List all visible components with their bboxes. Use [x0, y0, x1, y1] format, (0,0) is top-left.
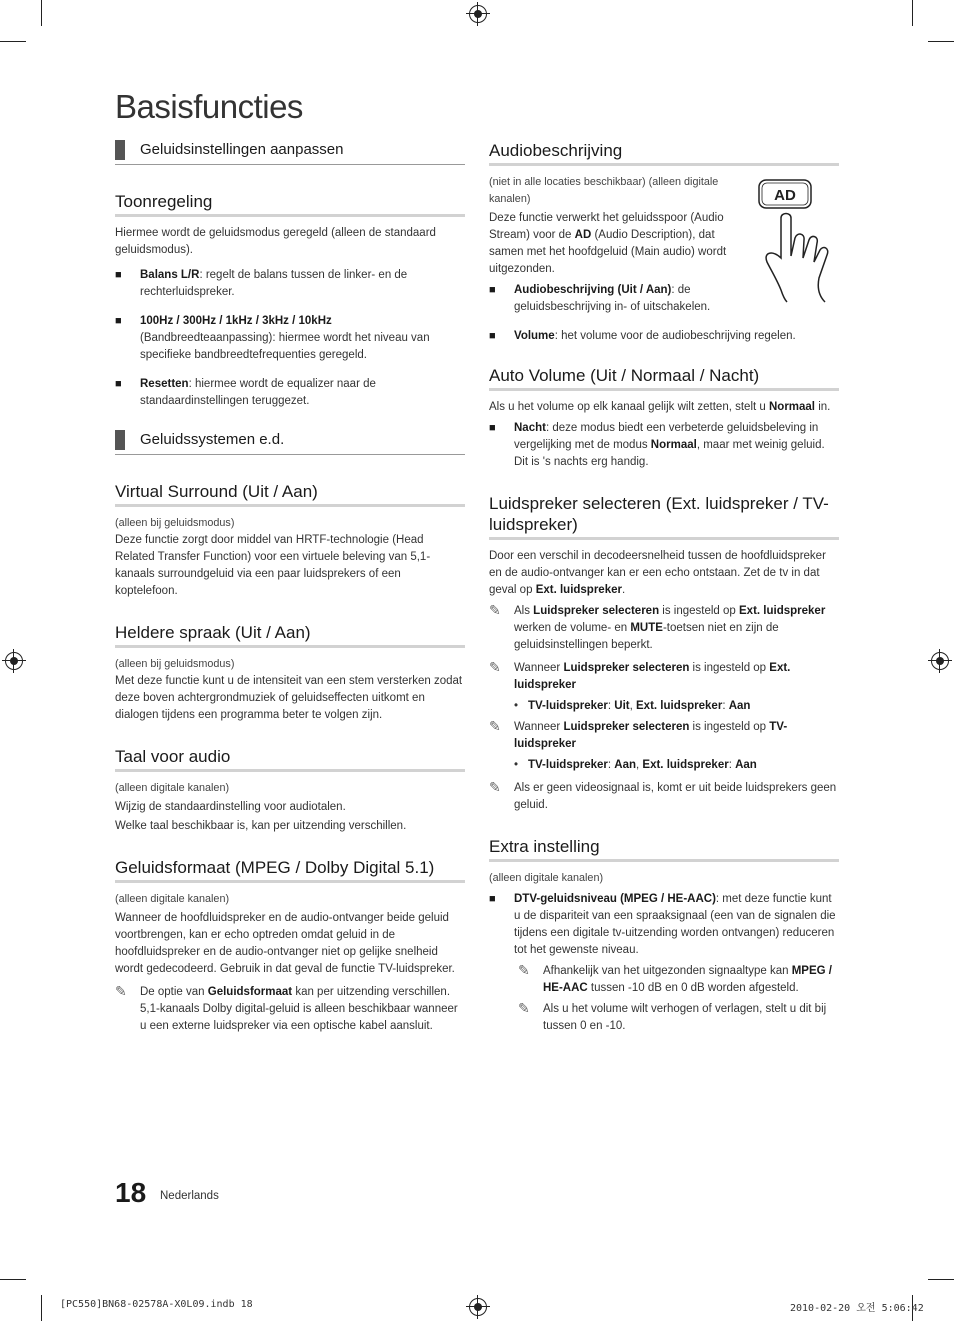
heading-heldere-spraak: Heldere spraak (Uit / Aan) — [115, 622, 465, 648]
page-language: Nederlands — [160, 1190, 219, 1202]
note-pencil-icon: ✎ — [518, 962, 530, 978]
heading-geluidsformaat: Geluidsformaat (MPEG / Dolby Digital 5.1) — [115, 857, 465, 883]
section-header: Geluidsinstellingen aanpassen — [115, 140, 465, 165]
list-item: ■ DTV-geluidsniveau (MPEG / HE-AAC): met deze functie kunt u de dispariteit van een spraaksignaal (een van de signalen die tijdens een digitale tv-uitzending worden ontvangen) reduceren tot het gewenste niveau. — [489, 893, 836, 956]
note-pencil-icon: ✎ — [489, 602, 501, 618]
heading-audiobeschrijving: Audiobeschrijving — [489, 140, 839, 166]
list-item: ■ Resetten: hiermee wordt de equalizer naar de standaardinstellingen teruggezet. — [115, 378, 376, 407]
registration-mark-icon — [5, 652, 23, 670]
crop-mark — [0, 41, 26, 42]
print-slug-right: 2010-02-20 오전 5:06:42 — [790, 1303, 924, 1314]
heading-taal-voor-audio: Taal voor audio — [115, 746, 465, 772]
note: ✎ Afhankelijk van het uitgezonden signaaltype kan MPEG / HE-AAC tussen -10 dB en 0 dB worden afgesteld. — [518, 963, 839, 997]
crop-mark — [41, 0, 42, 26]
paragraph: Met deze functie kunt u de intensiteit van een stem versterken zodat deze boven achtergrondmuziek of geluidseffecten uitkomt en dialogen tijdens een programma beter te volgen zijn. — [115, 675, 463, 721]
list-item: ■ 100Hz / 300Hz / 1kHz / 3kHz / 10kHz (Bandbreedteaanpassing): hiermee wordt het niveau van specifieke bandbreedtefrequenties geregeld. — [115, 315, 430, 361]
availability-note: (alleen bij geluidsmodus) — [115, 517, 235, 529]
list-item: • TV-luidspreker: Uit, Ext. luidspreker: Aan — [514, 700, 751, 712]
note: ✎ De optie van Geluidsformaat kan per uitzending verschillen. 5,1-kanaals Dolby digital-geluid is alleen beschikbaar wanneer u een externe luidspreker via een optische kabel aansluit. — [115, 984, 465, 1035]
page-title: Basisfuncties — [115, 88, 303, 125]
paragraph: Deze functie zorgt door middel van HRTF-technologie (Head Related Transfer Function) voor een virtuele beleving van 5,1-kanaals surroundgeluid via een paar luidsprekers of een koptelefoon. — [115, 534, 431, 597]
registration-mark-icon — [469, 5, 487, 23]
registration-mark-icon — [931, 652, 949, 670]
note: ✎ Als Luidspreker selecteren is ingesteld op Ext. luidspreker werken de volume- en MUTE-toetsen niet en zijn de geluidsinstellingen beperkt. — [489, 603, 839, 654]
list-item: ■ Nacht: deze modus biedt een verbeterde geluidsbeleving in vergelijking met de modus Normaal, maar met weinig geluid. Dit is 's nachts erg handig. — [489, 422, 825, 468]
heading-toonregeling: Toonregeling — [115, 191, 465, 217]
paragraph: Door een verschil in decodeersnelheid tussen de hoofdluidspreker en de audio-ontvanger kan er een echo ontstaan. Zet de tv in dat geval op Ext. luidspreker. — [489, 550, 826, 596]
crop-mark — [928, 41, 954, 42]
heading-luidspreker-selecteren: Luidspreker selecteren (Ext. luidspreker / TV-luidspreker) — [489, 493, 839, 540]
left-column — [115, 140, 465, 1039]
heading-extra-instelling: Extra instelling — [489, 836, 839, 862]
paragraph: Deze functie verwerkt het geluidsspoor (Audio Stream) voor de AD (Audio Description), dat samen met het hoofdgeluid (Main audio) wordt uitgezonden. — [489, 212, 727, 275]
registration-mark-icon — [469, 1298, 487, 1316]
note-pencil-icon: ✎ — [489, 659, 501, 675]
heading-auto-volume: Auto Volume (Uit / Normaal / Nacht) — [489, 365, 839, 391]
availability-note: (alleen digitale kanalen) — [115, 782, 230, 794]
note-pencil-icon: ✎ — [518, 1000, 530, 1016]
availability-note: (alleen digitale kanalen) — [489, 872, 604, 884]
list-item: ■ Balans L/R: regelt de balans tussen de linker- en de rechterluidspreker. — [115, 269, 408, 298]
svg-text:AD: AD — [774, 187, 796, 204]
remote-hand-ad-icon — [757, 178, 839, 304]
note: ✎ Als er geen videosignaal is, komt er uit beide luidsprekers geen geluid. — [489, 780, 839, 814]
paragraph: Welke taal beschikbaar is, kan per uitzending verschillen. — [115, 820, 407, 832]
section-header: Geluidssystemen e.d. — [115, 430, 465, 455]
list-item: • TV-luidspreker: Aan, Ext. luidspreker: Aan — [514, 759, 757, 771]
note: ✎ Als u het volume wilt verhogen of verlagen, stelt u dit bij tussen 0 en -10. — [518, 1001, 839, 1035]
paragraph: Als u het volume op elk kanaal gelijk wilt zetten, stelt u Normaal in. — [489, 401, 831, 413]
note-pencil-icon: ✎ — [115, 983, 127, 999]
availability-note: (alleen bij geluidsmodus) — [115, 658, 235, 670]
print-slug-left: [PC550]BN68-02578A-X0L09.indb 18 — [60, 1299, 253, 1310]
note: ✎ Wanneer Luidspreker selecteren is ingesteld op TV-luidspreker — [489, 719, 839, 753]
paragraph: Hiermee wordt de geluidsmodus geregeld (alleen de standaard geluidsmodus). — [115, 227, 436, 256]
page-number: 18 — [115, 1177, 147, 1208]
right-column — [489, 140, 839, 1039]
note-pencil-icon: ✎ — [489, 779, 501, 795]
audiobeschrijving-block — [489, 174, 839, 345]
crop-mark — [0, 1279, 26, 1280]
list-item: ■ Audiobeschrijving (Uit / Aan): de geluidsbeschrijving in- of uitschakelen. — [489, 284, 711, 313]
note-pencil-icon: ✎ — [489, 718, 501, 734]
paragraph: Wanneer de hoofdluidspreker en de audio-ontvanger beide geluid voortbrengen, kan er echo optreden omdat geluid in de hoofdluidspreker en de audio-ontvanger niet op gelijke snelheid wordt gedecodeerd. Gebruik in dat geval de functie TV-luidspreker. — [115, 912, 455, 975]
availability-note: (alleen digitale kanalen) — [115, 893, 230, 905]
crop-mark — [928, 1279, 954, 1280]
heading-virtual-surround: Virtual Surround (Uit / Aan) — [115, 481, 465, 507]
availability-note: (niet in alle locaties beschikbaar) (alleen digitale kanalen) — [489, 176, 719, 205]
crop-mark — [41, 1295, 42, 1321]
paragraph: Wijzig de standaardinstelling voor audiotalen. — [115, 801, 346, 813]
list-item: ■ Volume: het volume voor de audiobeschrijving regelen. — [489, 330, 796, 342]
note: ✎ Wanneer Luidspreker selecteren is ingesteld op Ext. luidspreker — [489, 660, 839, 694]
crop-mark — [912, 0, 913, 26]
